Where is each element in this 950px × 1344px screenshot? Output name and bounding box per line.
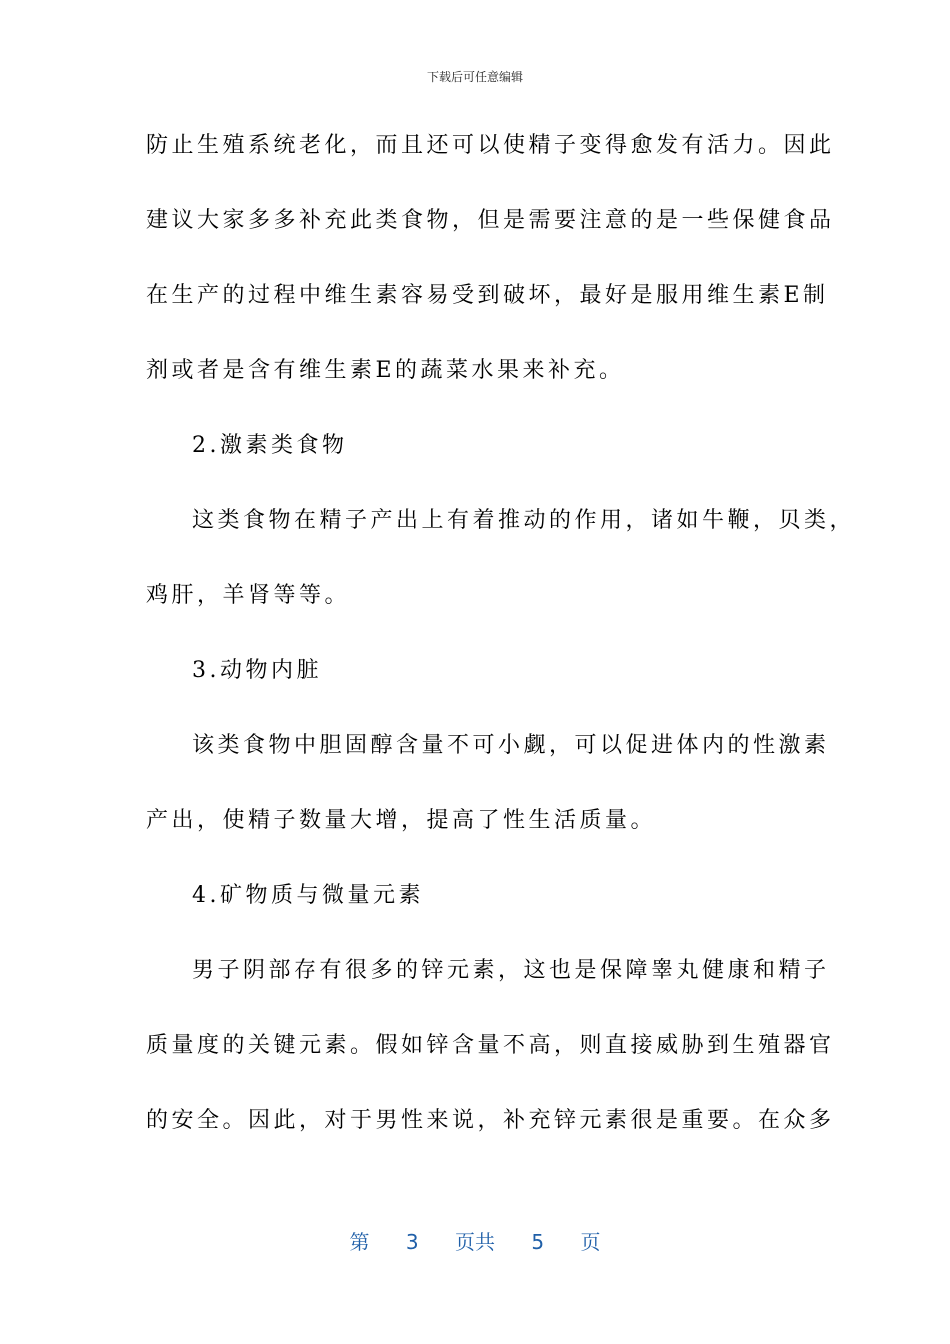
text-line: 防止生殖系统老化，而且还可以使精子变得愈发有活力。因此 bbox=[146, 133, 835, 158]
page-prefix: 第 bbox=[349, 1230, 370, 1254]
page-footer bbox=[0, 1226, 950, 1255]
text-line: 的安全。因此，对于男性来说，补充锌元素很是重要。在众多 bbox=[146, 1108, 835, 1133]
section-heading: 2.激素类食物 bbox=[192, 433, 348, 458]
text-line: 质量度的关键元素。假如锌含量不高，则直接威胁到生殖器官 bbox=[146, 1033, 835, 1058]
text-line: 这类食物在精子产出上有着推动的作用，诸如牛鞭，贝类， bbox=[192, 508, 856, 533]
page-suffix: 页 bbox=[580, 1230, 601, 1254]
page-number: 3 bbox=[405, 1230, 419, 1254]
text-line: 鸡肝，羊肾等等。 bbox=[146, 583, 351, 608]
text-line: 在生产的过程中维生素容易受到破坏，最好是服用维生素E制 bbox=[146, 283, 829, 308]
page-mid: 页共 bbox=[455, 1230, 495, 1254]
text-line: 男子阴部存有很多的锌元素，这也是保障睾丸健康和精子 bbox=[192, 958, 830, 983]
section-heading: 4.矿物质与微量元素 bbox=[192, 883, 424, 908]
page-total: 5 bbox=[531, 1230, 545, 1254]
section-heading: 3.动物内脏 bbox=[192, 658, 322, 683]
document-body bbox=[146, 128, 856, 1178]
text-line: 建议大家多多补充此类食物，但是需要注意的是一些保健食品 bbox=[146, 208, 835, 233]
header-note: 下载后可任意编辑 bbox=[426, 70, 523, 84]
text-line: 剂或者是含有维生素E的蔬菜水果来补充。 bbox=[146, 358, 625, 383]
text-line: 产出，使精子数量大增，提高了性生活质量。 bbox=[146, 808, 657, 833]
text-line: 该类食物中胆固醇含量不可小觑，可以促进体内的性激素 bbox=[192, 733, 830, 758]
